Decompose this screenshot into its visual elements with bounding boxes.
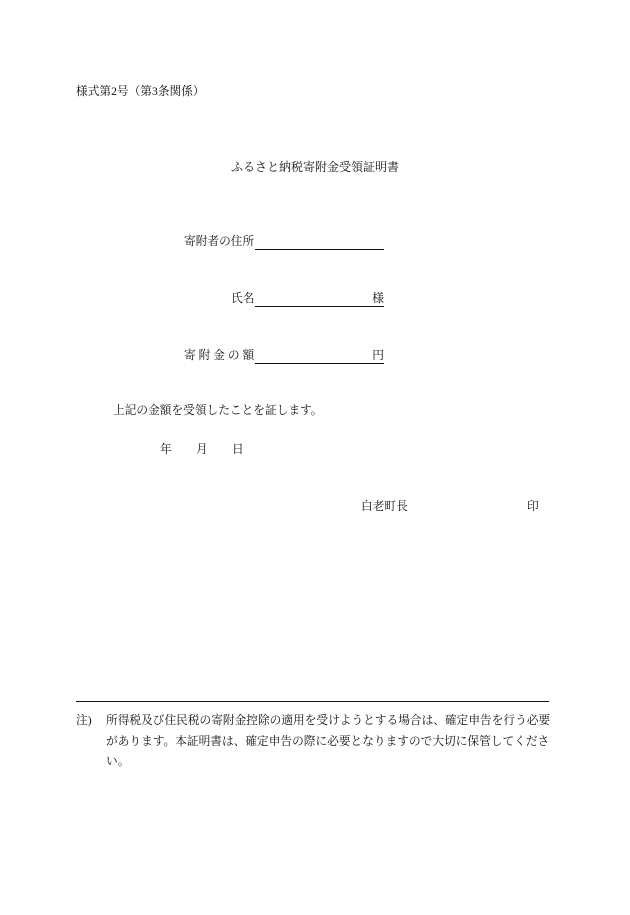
name-blank-line [255,292,384,307]
date-month-label: 月 [196,443,208,456]
name-label: 氏名 [231,292,255,305]
note-line: 所得税及び住民税の寄附金控除の適用を受けようとする場合は、確定申告を行う必要 [106,714,551,727]
name-suffix: 様 [372,292,384,305]
form-number: 様式第2号（第3条関係） [76,85,205,98]
address-label: 寄附者の住所 [184,235,255,248]
note-divider [76,701,549,702]
amount-label: 寄 附 金 の 額 [184,349,255,362]
issuer-title: 白老町長 [361,500,408,513]
note-label: 注) [76,714,92,727]
seal-mark: 印 [527,500,539,513]
note-line: い。 [106,755,130,768]
address-blank-line [255,235,384,250]
note-line: があります。本証明書は、確定申告の際に必要となりますので大切に保管してくださ [106,735,550,748]
document-title: ふるさと納税寄附金受領証明書 [230,160,399,174]
amount-suffix: 円 [372,349,384,362]
certification-statement: 上記の金額を受領したことを証します。 [113,404,323,417]
amount-blank-line [255,349,384,364]
date-day-label: 日 [232,443,244,456]
date-year-label: 年 [160,443,172,456]
